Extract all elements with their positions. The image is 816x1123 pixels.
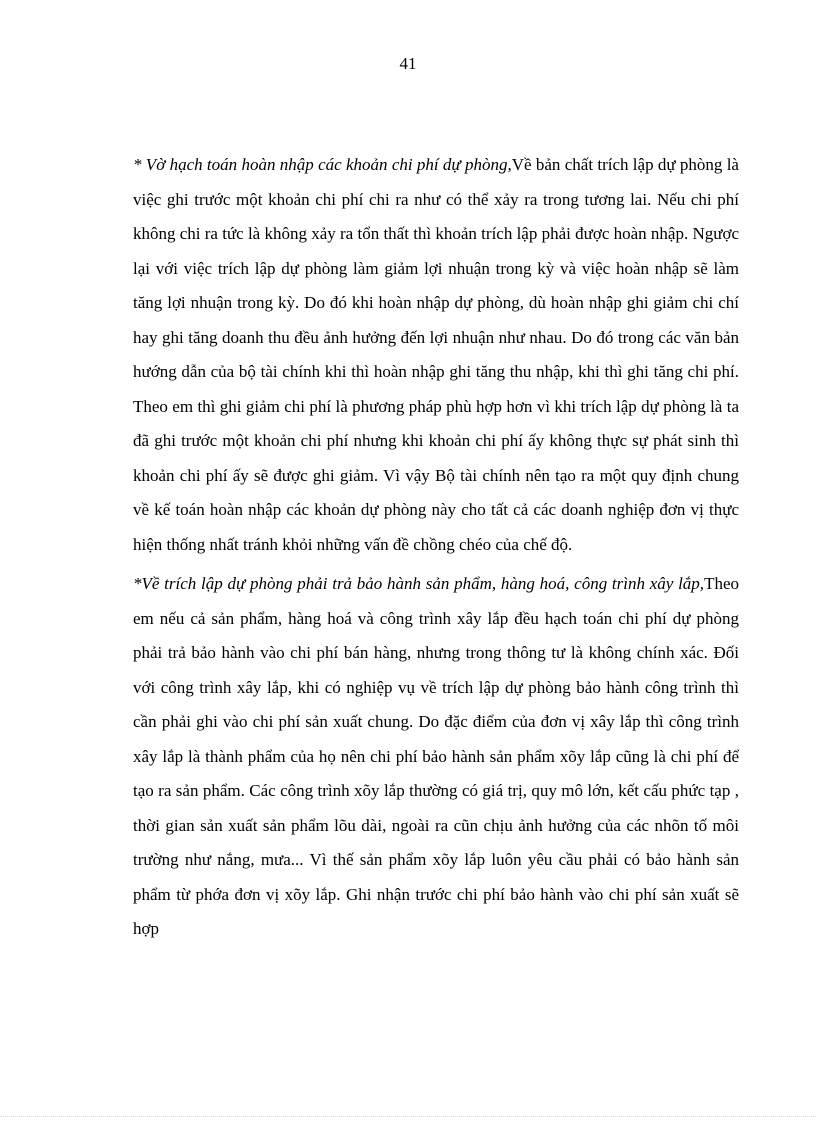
paragraph-text: Theo em nếu cả sản phẩm, hàng hoá và công trình xây lắp đều hạch toán chi phí dự phòng phải trả bảo hành vào chi phí bán hàng, nhưng trong thông tư là không chính xác. Đối với công trình xây lắp, khi có nghiệp vụ về trích lập dự phòng bảo hành công trình thì cần phải ghi vào chi phí sản xuất chung. Do đặc điểm của đơn vị xây lắp thì công trình xây lắp là thành phẩm của họ nên chi phí bảo hành sản phẩm xõy lắp cũng là chi phí để tạo ra sản phẩm. Các công trình xõy lắp thường có giá trị, quy mô lớn, kết cấu phức tạp , thời gian sản xuất sản phẩm lõu dài, ngoài ra cũn chịu ảnh hưởng của các nhõn tố môi trường như nắng, mưa... Vì thế sản phẩm xõy lắp luôn yêu cầu phải có bảo hành sản phẩm từ phớa đơn vị xõy lắp. Ghi nhận trước chi phí bảo hành vào chi phí sản xuất sẽ hợp <box>133 574 739 938</box>
paragraph-text: Về bản chất trích lập dự phòng là việc ghi trước một khoản chi phí chi ra như có thể xảy ra trong tương lai. Nếu chi phí không chi ra tức là không xảy ra tổn thất thì khoản trích lập phải được hoàn nhập. Ngược lại với việc trích lập dự phòng làm giảm lợi nhuận trong kỳ và việc hoàn nhập sẽ làm tăng lợi nhuận trong kỳ. Do đó khi hoàn nhập dự phòng, dù hoàn nhập ghi giảm chi chí hay ghi tăng doanh thu đều ảnh hưởng đến lợi nhuận như nhau. Do đó trong các văn bản hướng dẫn của bộ tài chính khi thì hoàn nhập ghi tăng thu nhập, khi thì ghi tăng chi phí. Theo em thì ghi giảm chi phí là phương pháp phù hợp hơn vì khi trích lập dự phòng là ta đã ghi trước một khoản chi phí nhưng khi khoản chi phí ấy không thực sự phát sinh thì khoản chi phí ấy sẽ được ghi giảm. Vì vậy Bộ tài chính nên tạo ra một quy định chung về kế toán hoàn nhập các khoản dự phòng này cho tất cả các doanh nghiệp đơn vị thực hiện thống nhất tránh khỏi những vấn đề chồng chéo của chế độ. <box>133 155 739 554</box>
paragraph-heading: *Về trích lập dự phòng phải trả bảo hành sản phẩm, hàng hoá, công trình xây lắp, <box>133 574 705 593</box>
document-body <box>133 148 739 947</box>
paragraph-heading: * Vờ hạch toán hoàn nhập các khoản chi phí dự phòng, <box>133 155 512 174</box>
page-number: 41 <box>399 54 417 73</box>
paragraph-provision-reversal <box>133 148 739 562</box>
page-bottom-divider <box>0 1116 816 1117</box>
paragraph-warranty-provision <box>133 567 739 947</box>
